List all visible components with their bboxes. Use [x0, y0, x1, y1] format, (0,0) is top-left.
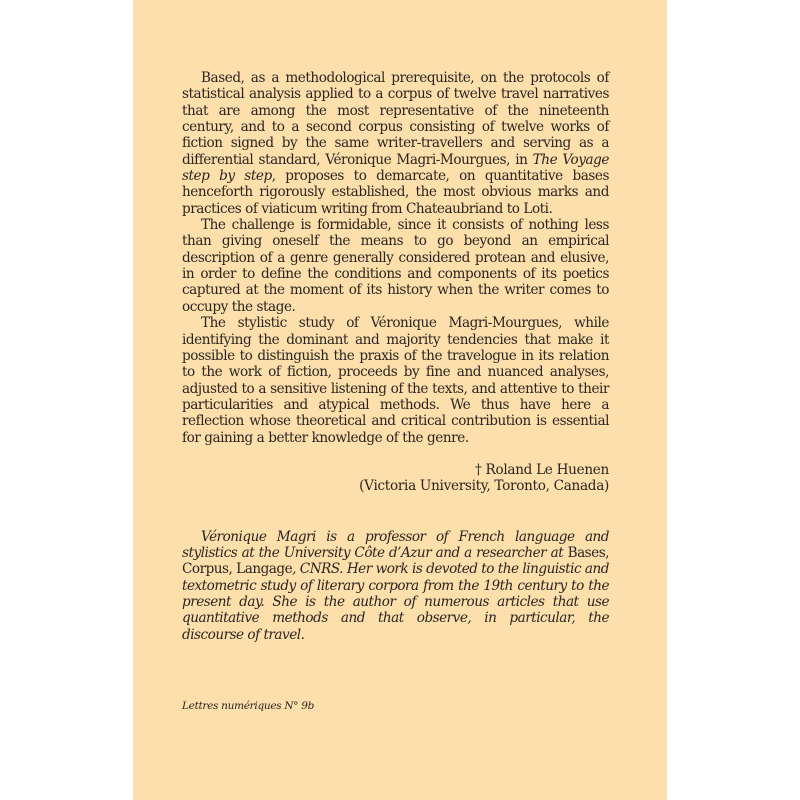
series-footer: Lettres numériques N° 9b: [182, 700, 315, 712]
author-bio-paragraph: [182, 529, 609, 643]
signature-block: [182, 462, 609, 495]
signature-affiliation: (Victoria University, Toronto, Canada): [359, 478, 609, 495]
research-lab-name: Bases, Corpus, Langage: [182, 544, 609, 578]
blurb-paragraph-2: The challenge is formidable, since it consists of nothing less than giving oneself the means to go beyond an empirical description of a genre generally considered protean and elusive, in order to define the conditions and components of its poetics captured at the moment of its history when the writer comes to occupy the stage.: [182, 217, 609, 315]
text-column: [182, 70, 609, 643]
blurb-paragraph-1-text-a: Based, as a methodological prerequisite, on the protocols of statistical analysis applied to a corpus of twelve travel narratives that are among the most representative of the nineteenth century, and to a second corpus consisting of twelve works of fiction signed by the same writer-travellers and serving as a differential standard, Véronique Magri-Mourgues, in: [182, 70, 609, 168]
book-title: The Voyage step by step: [182, 151, 609, 185]
author-bio-text-b: , CNRS. Her work is devoted to the linguistic and textometric study of literary corpora from the 19th century to the present day. She is the author of numerous articles that use quantitative methods and that observe, in particular, the discourse of travel.: [182, 561, 609, 643]
blurb-paragraph-3: The stylistic study of Véronique Magri-Mourgues, while identifying the dominant and majority tendencies that make it possible to distinguish the praxis of the travelogue in its relation to the work of fiction, proceeds by fine and nuanced analyses, adjusted to a sensitive listening of the texts, and attentive to their particularities and atypical methods. We thus have here a reflection whose theoretical and critical contribution is essential for gaining a better knowledge of the genre.: [182, 315, 609, 446]
author-bio-text-a: Véronique Magri is a professor of French language and stylistics at the University Côte d’Azur and a researcher at: [182, 528, 609, 561]
back-cover-page: [133, 0, 667, 800]
blurb-paragraph-1-text-b: , proposes to demarcate, on quantitative bases henceforth rigorously established, the most obvious marks and practices of viaticum writing from Chateaubriand to Loti.: [182, 168, 610, 217]
signature-name: † Roland Le Huenen: [475, 461, 609, 478]
author-bio: [182, 529, 609, 643]
blurb-paragraph-1: [182, 70, 609, 217]
